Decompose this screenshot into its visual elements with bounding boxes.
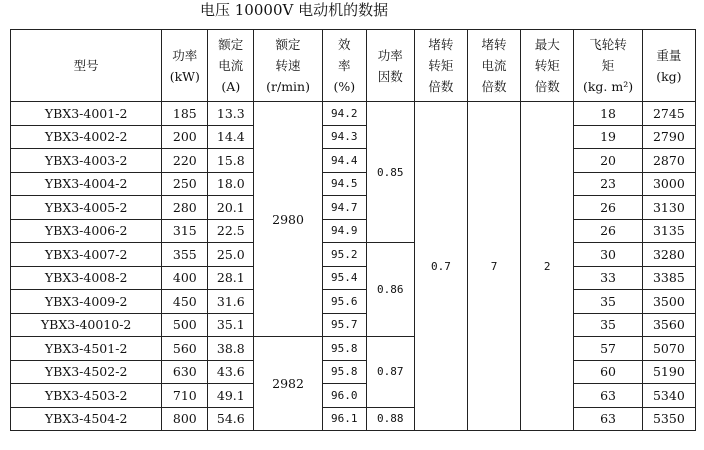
cell-weight: 3560 bbox=[642, 313, 695, 337]
cell-weight: 3135 bbox=[642, 219, 695, 243]
header-efficiency-line: 率 bbox=[338, 58, 351, 73]
cell-flywheel: 57 bbox=[574, 337, 643, 361]
cell-power: 500 bbox=[162, 313, 208, 337]
cell-flywheel: 33 bbox=[574, 266, 643, 290]
cell-model: YBX3-4003-2 bbox=[11, 149, 162, 173]
cell-weight: 5070 bbox=[642, 337, 695, 361]
cell-model: YBX3-4005-2 bbox=[11, 196, 162, 220]
header-flywheel-moment bbox=[574, 30, 643, 102]
cell-power-factor-merged: 0.87 bbox=[366, 337, 414, 408]
cell-speed-merged: 2982 bbox=[254, 337, 323, 431]
table-row bbox=[11, 125, 696, 149]
cell-power: 800 bbox=[162, 407, 208, 431]
cell-efficiency: 95.7 bbox=[322, 313, 366, 337]
header-speed-line: (r/min) bbox=[266, 79, 310, 94]
cell-weight: 3280 bbox=[642, 243, 695, 267]
cell-current: 25.0 bbox=[208, 243, 254, 267]
cell-current: 20.1 bbox=[208, 196, 254, 220]
header-maxt-line: 倍数 bbox=[534, 79, 560, 94]
cell-efficiency: 96.1 bbox=[322, 407, 366, 431]
table-row bbox=[11, 384, 696, 408]
cell-model: YBX3-4504-2 bbox=[11, 407, 162, 431]
cell-efficiency: 95.2 bbox=[322, 243, 366, 267]
header-maxt-line: 最大 bbox=[534, 37, 560, 52]
header-weight-line: 重量 bbox=[656, 47, 682, 63]
cell-power: 185 bbox=[162, 102, 208, 126]
cell-model: YBX3-4002-2 bbox=[11, 125, 162, 149]
cell-efficiency: 94.9 bbox=[322, 219, 366, 243]
header-power-factor bbox=[366, 30, 414, 102]
cell-model: YBX3-4008-2 bbox=[11, 266, 162, 290]
cell-current: 18.0 bbox=[208, 172, 254, 196]
cell-max-torque-merged: 2 bbox=[521, 102, 574, 431]
cell-flywheel: 23 bbox=[574, 172, 643, 196]
table-row bbox=[11, 360, 696, 384]
header-current-line: (A) bbox=[221, 79, 241, 94]
header-power bbox=[162, 30, 208, 102]
cell-flywheel: 18 bbox=[574, 102, 643, 126]
table-row bbox=[11, 172, 696, 196]
cell-model: YBX3-4006-2 bbox=[11, 219, 162, 243]
header-speed-line: 额定 bbox=[275, 37, 301, 52]
header-power-factor-line: 功率 bbox=[377, 47, 403, 63]
header-power-factor-line: 因数 bbox=[377, 68, 403, 84]
cell-current: 38.8 bbox=[208, 337, 254, 361]
cell-current: 43.6 bbox=[208, 360, 254, 384]
cell-model: YBX3-4001-2 bbox=[11, 102, 162, 126]
cell-weight: 3000 bbox=[642, 172, 695, 196]
header-efficiency-line: (%) bbox=[333, 79, 356, 94]
header-lrc-line: 电流 bbox=[481, 58, 507, 73]
table-row bbox=[11, 243, 696, 267]
header-speed bbox=[254, 30, 323, 102]
cell-power: 450 bbox=[162, 290, 208, 314]
cell-efficiency: 94.4 bbox=[322, 149, 366, 173]
cell-model: YBX3-4009-2 bbox=[11, 290, 162, 314]
table-row bbox=[11, 290, 696, 314]
header-lrc-line: 堵转 bbox=[481, 37, 507, 52]
header-efficiency bbox=[322, 30, 366, 102]
header-lrc-line: 倍数 bbox=[481, 79, 507, 94]
cell-current: 14.4 bbox=[208, 125, 254, 149]
cell-speed-merged: 2980 bbox=[254, 102, 323, 337]
cell-weight: 2745 bbox=[642, 102, 695, 126]
cell-power: 280 bbox=[162, 196, 208, 220]
header-current bbox=[208, 30, 254, 102]
header-efficiency-line: 效 bbox=[338, 37, 351, 52]
header-lrt-line: 堵转 bbox=[428, 37, 454, 52]
cell-model: YBX3-40010-2 bbox=[11, 313, 162, 337]
cell-flywheel: 63 bbox=[574, 407, 643, 431]
cell-current: 28.1 bbox=[208, 266, 254, 290]
cell-current: 22.5 bbox=[208, 219, 254, 243]
cell-weight: 3500 bbox=[642, 290, 695, 314]
header-max-torque bbox=[521, 30, 574, 102]
cell-efficiency: 95.6 bbox=[322, 290, 366, 314]
header-flywheel-line: (kg. m²) bbox=[582, 79, 634, 94]
cell-weight: 2790 bbox=[642, 125, 695, 149]
cell-power: 250 bbox=[162, 172, 208, 196]
cell-current: 15.8 bbox=[208, 149, 254, 173]
cell-flywheel: 30 bbox=[574, 243, 643, 267]
header-lrt-line: 转矩 bbox=[428, 58, 454, 73]
table-row bbox=[11, 266, 696, 290]
cell-locked-rotor-torque-merged: 0.7 bbox=[414, 102, 467, 431]
cell-efficiency: 94.2 bbox=[322, 102, 366, 126]
header-model-line: 型号 bbox=[73, 58, 99, 73]
cell-flywheel: 63 bbox=[574, 384, 643, 408]
header-row bbox=[11, 30, 696, 102]
cell-weight: 3130 bbox=[642, 196, 695, 220]
table-row bbox=[11, 102, 696, 126]
cell-flywheel: 19 bbox=[574, 125, 643, 149]
header-current-line: 额定 bbox=[218, 37, 244, 52]
cell-locked-rotor-current-merged: 7 bbox=[467, 102, 520, 431]
table-row bbox=[11, 149, 696, 173]
cell-weight: 5190 bbox=[642, 360, 695, 384]
cell-current: 35.1 bbox=[208, 313, 254, 337]
cell-flywheel: 20 bbox=[574, 149, 643, 173]
cell-power: 220 bbox=[162, 149, 208, 173]
cell-power-factor: 0.88 bbox=[366, 407, 414, 431]
cell-model: YBX3-4502-2 bbox=[11, 360, 162, 384]
header-locked-rotor-torque bbox=[414, 30, 467, 102]
header-lrt-line: 倍数 bbox=[428, 79, 454, 94]
cell-power: 400 bbox=[162, 266, 208, 290]
header-flywheel-line: 矩 bbox=[601, 58, 615, 73]
cell-efficiency: 96.0 bbox=[322, 384, 366, 408]
cell-efficiency: 94.7 bbox=[322, 196, 366, 220]
cell-power: 560 bbox=[162, 337, 208, 361]
header-locked-rotor-current bbox=[467, 30, 520, 102]
header-model bbox=[11, 30, 162, 102]
cell-power: 630 bbox=[162, 360, 208, 384]
header-power-line: 功率 bbox=[172, 47, 198, 63]
cell-power-factor-merged: 0.86 bbox=[366, 243, 414, 337]
table-title: 电压 10000V 电动机的数据 bbox=[200, 1, 389, 19]
cell-current: 49.1 bbox=[208, 384, 254, 408]
table-row bbox=[11, 313, 696, 337]
cell-efficiency: 95.4 bbox=[322, 266, 366, 290]
cell-efficiency: 95.8 bbox=[322, 360, 366, 384]
header-power-line: (kW) bbox=[169, 68, 200, 84]
cell-model: YBX3-4007-2 bbox=[11, 243, 162, 267]
cell-efficiency: 94.3 bbox=[322, 125, 366, 149]
cell-weight: 5340 bbox=[642, 384, 695, 408]
cell-efficiency: 95.8 bbox=[322, 337, 366, 361]
cell-weight: 5350 bbox=[642, 407, 695, 431]
cell-flywheel: 35 bbox=[574, 313, 643, 337]
cell-flywheel: 26 bbox=[574, 219, 643, 243]
cell-efficiency: 94.5 bbox=[322, 172, 366, 196]
cell-power: 710 bbox=[162, 384, 208, 408]
header-weight bbox=[642, 30, 695, 102]
table-row bbox=[11, 337, 696, 361]
table-row bbox=[11, 196, 696, 220]
cell-flywheel: 60 bbox=[574, 360, 643, 384]
cell-model: YBX3-4501-2 bbox=[11, 337, 162, 361]
cell-power-factor-merged: 0.85 bbox=[366, 102, 414, 243]
header-current-line: 电流 bbox=[218, 58, 244, 73]
header-speed-line: 转速 bbox=[275, 58, 301, 73]
cell-current: 31.6 bbox=[208, 290, 254, 314]
motor-data-table bbox=[10, 29, 696, 431]
cell-flywheel: 26 bbox=[574, 196, 643, 220]
cell-power: 355 bbox=[162, 243, 208, 267]
cell-flywheel: 35 bbox=[574, 290, 643, 314]
cell-current: 54.6 bbox=[208, 407, 254, 431]
header-flywheel-line: 飞轮转 bbox=[589, 37, 627, 52]
cell-current: 13.3 bbox=[208, 102, 254, 126]
table-row bbox=[11, 407, 696, 431]
table-row bbox=[11, 219, 696, 243]
cell-weight: 2870 bbox=[642, 149, 695, 173]
header-maxt-line: 转矩 bbox=[534, 58, 560, 73]
cell-weight: 3385 bbox=[642, 266, 695, 290]
header-weight-line: (kg) bbox=[656, 68, 682, 84]
cell-power: 315 bbox=[162, 219, 208, 243]
cell-model: YBX3-4004-2 bbox=[11, 172, 162, 196]
cell-model: YBX3-4503-2 bbox=[11, 384, 162, 408]
cell-power: 200 bbox=[162, 125, 208, 149]
